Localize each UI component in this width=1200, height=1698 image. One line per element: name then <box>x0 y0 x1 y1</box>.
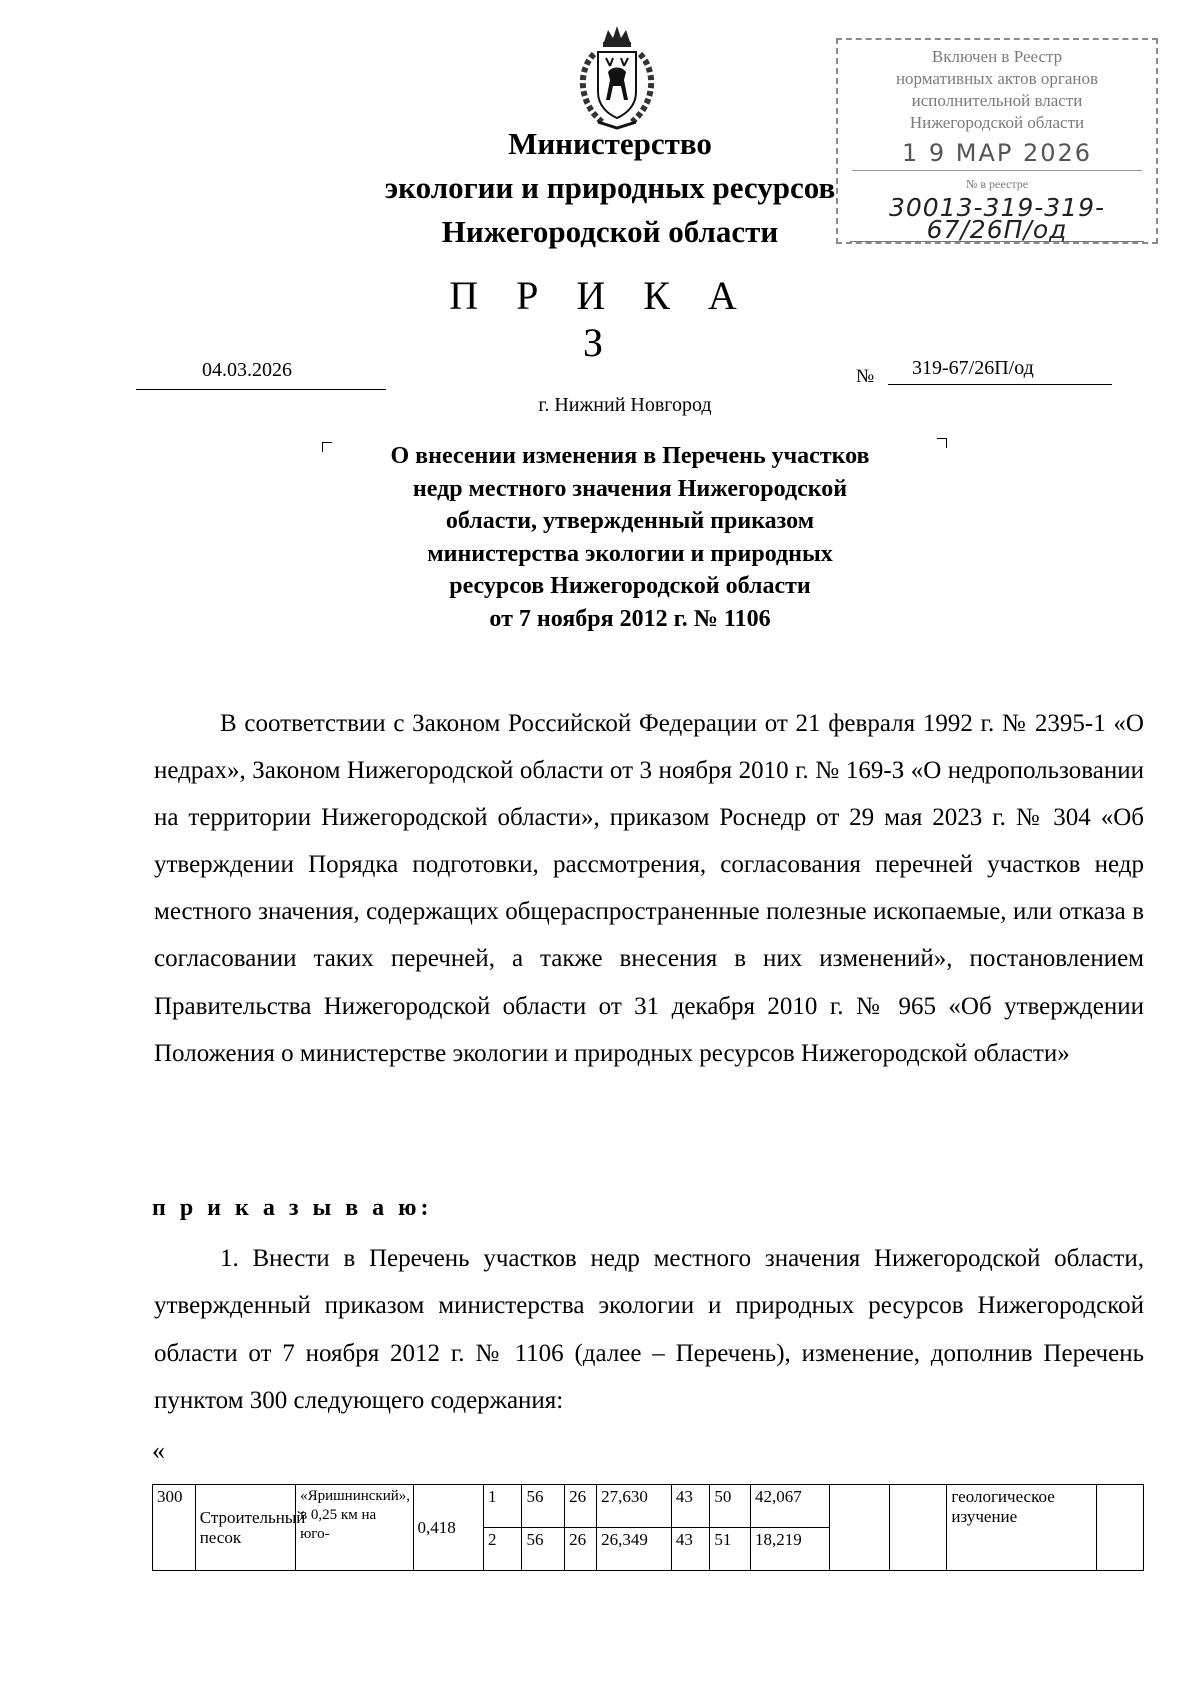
document-title <box>330 440 930 635</box>
cell-site: «Яришнинский», в 0,25 км на юго- <box>296 1485 413 1571</box>
organization-name <box>330 122 890 254</box>
number-underline <box>888 384 1112 385</box>
title-line-4: министерства экологии и природных <box>427 540 833 567</box>
order-heading: П Р И К А З <box>449 273 751 365</box>
cell-lon-sec: 42,067 <box>750 1485 829 1528</box>
title-line-6: от 7 ноября 2012 г. № 1106 <box>489 605 771 632</box>
title-line-1: О внесении изменения в Перечень участков <box>390 443 870 469</box>
cell-lat-min: 26 <box>565 1528 597 1571</box>
cell-lat-deg: 56 <box>522 1528 565 1571</box>
title-line-3: области, утвержденный приказом <box>445 508 815 534</box>
org-line-3: Нижегородской области <box>441 214 779 249</box>
cell-point: 1 <box>484 1485 522 1528</box>
registry-stamp <box>836 38 1158 244</box>
cell-mineral: Строительный песок <box>195 1485 295 1571</box>
stamp-line-3: исполнительной власти <box>911 91 1083 110</box>
stamp-divider <box>852 170 1142 171</box>
item-1-paragraph: 1. Внести в Перечень участков недр местного значения Нижегородской области, утвержденный приказом министерства экологии и природных ресурсов Нижегородской области от 7 ноября 2012 г. № 1106 (далее – Перечень), изменение, дополнив Перечень пунктом 300 следующего содержания: <box>154 1245 1144 1414</box>
stamp-line-1: Включен в Реестр <box>931 47 1063 66</box>
title-line-5: ресурсов Нижегородской области <box>449 573 811 599</box>
date-underline <box>136 389 386 390</box>
cell-lon-deg: 43 <box>671 1528 709 1571</box>
cell-empty-2 <box>889 1485 947 1571</box>
city: г. Нижний Новгород <box>538 394 712 416</box>
stamp-date: 1 9 МАР 2026 <box>901 139 1093 167</box>
cell-empty-1 <box>829 1485 889 1571</box>
amendment-table <box>152 1484 1144 1571</box>
cell-lon-min: 50 <box>710 1485 751 1528</box>
cell-lat-deg: 56 <box>522 1485 565 1528</box>
cell-item-number: 300 <box>153 1485 196 1571</box>
number-sign: № <box>856 366 875 387</box>
stamp-line-4: Нижегородской области <box>909 113 1085 132</box>
stamp-registry-number: 30013-319-319-67/26П/од <box>888 193 1106 244</box>
cell-point: 2 <box>484 1528 522 1571</box>
stamp-registry-caption: № в реестре <box>965 177 1029 191</box>
preamble-paragraph: В соответствии с Законом Российской Федерации от 21 февраля 1992 г. № 2395-1 «О недрах», Законом Нижегородской области от 3 ноября 2010 г. № 169-З «О недропользовании на территории Нижегородской области», приказом Роснедр от 29 мая 2023 г. № 304 «Об утверждении Порядка подготовки, рассмотрения, согласования перечней участков недр местного значения, содержащих общераспространенные полезные ископаемые, или отказа в согласовании таких перечней, а также внесения в них изменений», постановлением Правительства Нижегородской области от 31 декабря 2010 г. № 965 «Об утверждении Положения о министерстве экологии и природных ресурсов Нижегородской области» <box>154 710 1144 1067</box>
order-date: 04.03.2026 <box>202 359 292 381</box>
cell-area: 0,418 <box>413 1485 483 1571</box>
cell-lon-deg: 43 <box>671 1485 709 1528</box>
cell-purpose: геологическое изучение <box>947 1485 1097 1571</box>
cell-lat-min: 26 <box>565 1485 597 1528</box>
cell-lon-min: 51 <box>710 1528 751 1571</box>
order-number: 319-67/26П/од <box>912 357 1034 379</box>
stamp-line-2: нормативных актов органов <box>895 69 1099 88</box>
cell-lat-sec: 26,349 <box>597 1528 672 1571</box>
title-line-2: недр местного значения Нижегородской <box>412 475 848 502</box>
org-line-2: экологии и природных ресурсов <box>384 170 836 205</box>
table-row <box>153 1485 1144 1528</box>
org-line-1: Министерство <box>508 126 712 161</box>
order-verb: п р и к а з ы в а ю: <box>152 1195 433 1221</box>
cell-lat-sec: 27,630 <box>597 1485 672 1528</box>
cell-empty-3 <box>1096 1485 1143 1571</box>
coat-of-arms-emblem <box>572 22 662 134</box>
title-corner-right <box>937 438 947 448</box>
opening-quote: « <box>152 1436 165 1465</box>
cell-lon-sec: 18,219 <box>750 1528 829 1571</box>
